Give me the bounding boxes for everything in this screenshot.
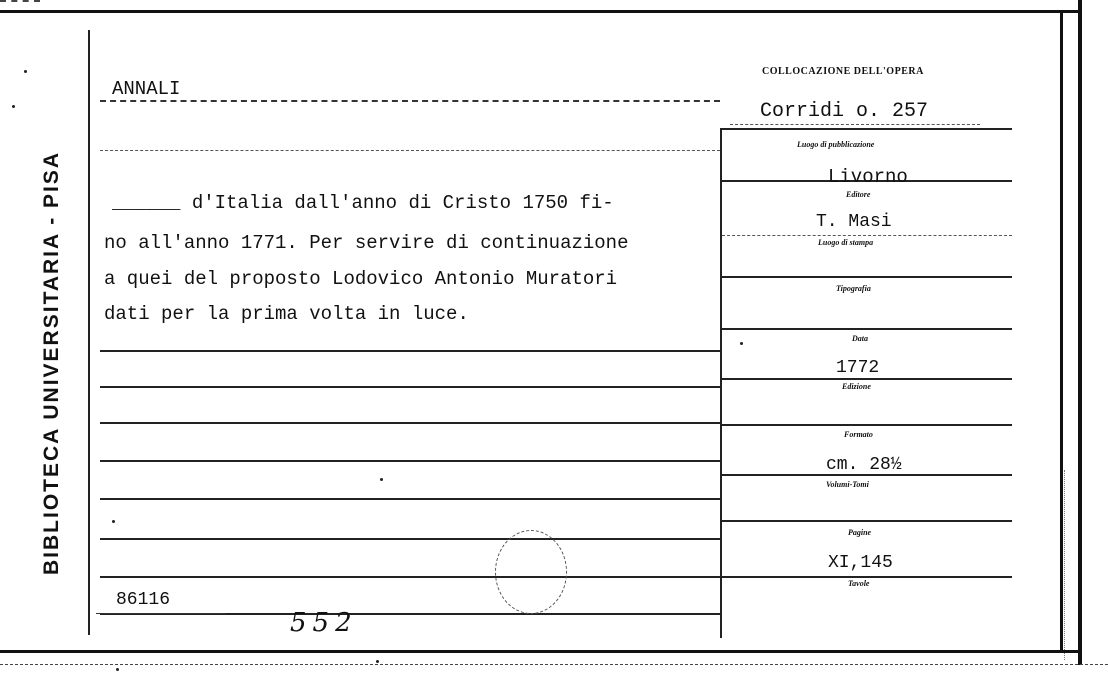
column-divider	[720, 128, 722, 638]
field-label-pages: Pagine	[848, 528, 872, 537]
field-label-printer: Tipografia	[836, 284, 871, 293]
speck	[380, 478, 383, 481]
speck	[12, 105, 15, 108]
location-header: COLLOCAZIONE DELL'OPERA	[762, 66, 924, 77]
speck	[116, 668, 119, 671]
rule-line	[100, 498, 720, 500]
field-value-publisher: T. Masi	[816, 212, 892, 232]
field-label-volumes: Volumi-Tomi	[826, 480, 869, 489]
rule-line	[100, 150, 720, 151]
right-edge-texture	[1064, 470, 1077, 660]
field-value-format: cm. 28½	[826, 455, 902, 475]
field-label-print-place: Luogo di stampa	[818, 238, 874, 247]
record-line: no all'anno 1771. Per servire di continuazione	[104, 232, 629, 254]
field-rule	[722, 576, 1012, 578]
library-spine-label: BIBLIOTECA UNIVERSITARIA - PISA	[40, 150, 63, 575]
field-rule	[722, 520, 1012, 522]
rule-line	[100, 576, 720, 578]
rule-line	[100, 350, 720, 352]
rule-line	[100, 100, 720, 102]
speck	[740, 342, 743, 345]
bottom-edge	[0, 664, 1108, 665]
field-label-plates: Tavole	[848, 579, 870, 588]
field-label-date: Data	[852, 334, 868, 343]
rule-line	[100, 460, 720, 462]
field-rule	[722, 424, 1012, 426]
right-edge	[1078, 0, 1082, 665]
speck	[24, 70, 27, 73]
top-edge-mark	[0, 0, 40, 7]
field-rule	[722, 235, 1012, 236]
field-label-publisher: Editore	[846, 190, 871, 199]
record-line: ______ d'Italia dall'anno di Cristo 1750 fi-	[112, 192, 614, 214]
field-value-date: 1772	[836, 358, 880, 378]
field-rule	[722, 378, 1012, 380]
rule-line	[100, 538, 720, 540]
handwritten-number: 552	[290, 608, 358, 638]
field-rule	[722, 328, 1012, 330]
shelfmark: Corridi o. 257	[760, 100, 929, 123]
field-rule	[722, 128, 1012, 130]
rule-line	[100, 386, 720, 388]
record-line: a quei del proposto Lodovico Antonio Muratori	[104, 268, 618, 290]
record-line: dati per la prima volta in luce.	[104, 303, 469, 325]
left-margin-rule	[88, 30, 90, 635]
field-label-edition: Edizione	[842, 382, 871, 391]
speck	[376, 660, 379, 663]
speck	[112, 520, 115, 523]
inventory-number: 86116	[116, 590, 171, 610]
field-label-format: Formato	[844, 430, 873, 439]
field-value-pages: XI,145	[828, 553, 893, 573]
library-stamp	[495, 530, 567, 614]
inventory-underline	[96, 613, 226, 614]
field-value-place: Livorno	[828, 166, 908, 188]
shelfmark-rule	[730, 124, 980, 125]
field-rule	[722, 276, 1012, 278]
record-heading: ANNALI	[112, 78, 181, 100]
field-label-place: Luogo di pubblicazione	[797, 140, 875, 149]
rule-line	[100, 422, 720, 424]
top-border	[0, 10, 1080, 13]
bottom-border	[0, 650, 1080, 653]
right-border	[1060, 10, 1063, 650]
